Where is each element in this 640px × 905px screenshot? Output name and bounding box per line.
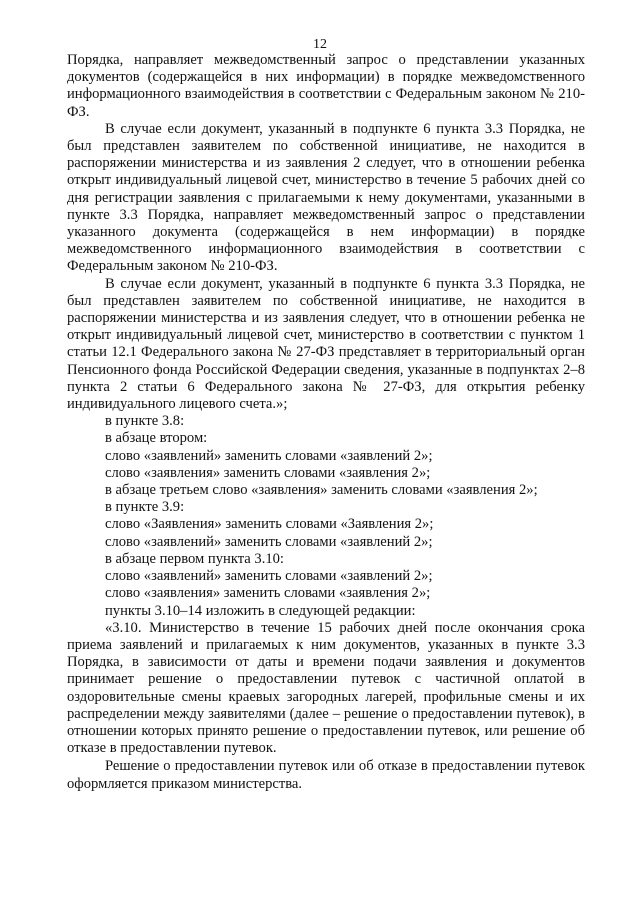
paragraph-clause-3-10: «3.10. Министерство в течение 15 рабочих дней после окончания срока приема заявлений и прилагаемых к ним документов, указанных в пункте 3.3 Порядка, в зависимости от даты и времени подачи заявления и документов принимает решение о предоставлении путевок с частичной оплатой в оздоровительные смены краевых загородных лагерей, профильные смены и их распределении между заявителями (далее – решение о предоставлении путевок), в отношении которых принято решение о предоставлении путевок, или решение об отказе в предоставлении путевок. xyxy=(67,619,585,757)
paragraph-ilc-open: В случае если документ, указанный в подпункте 6 пункта 3.3 Порядка, не был представлен заявителем по собственной инициативе, не находится в распоряжении министерства и из заявления 2 следует, что в отношении ребенка открыт индивидуальный лицевой счет, министерство в течение 5 рабочих дней со дня регистрации заявления с прилагаемыми к нему документами, указанными в пункте 3.3 Порядка, направляет межведомственный запрос о представлении указанного документа (содержащейся в нем информации) в порядке межведомственного информационного взаимодействия в соответствии с Федеральным законом № 210-ФЗ. xyxy=(67,120,585,275)
amendment-item: слово «заявления» заменить словами «заявления 2»; xyxy=(105,464,431,481)
amendment-item: слово «заявления» заменить словами «заявления 2»; xyxy=(105,585,431,602)
amendment-item: в абзаце втором: xyxy=(105,430,208,447)
amendment-item: слово «Заявления» заменить словами «Заявления 2»; xyxy=(105,516,434,533)
page-number: 12 xyxy=(313,37,327,52)
amendment-item: слово «заявлений» заменить словами «заявлений 2»; xyxy=(105,568,433,585)
amendment-item: в пункте 3.8: xyxy=(105,413,185,430)
paragraph-ilc-not-open: В случае если документ, указанный в подпункте 6 пункта 3.3 Порядка, не был представлен заявителем по собственной инициативе, не находится в распоряжении министерства и из заявления следует, что в отношении ребенка не открыт индивидуальный лицевой счет, министерство в соответствии с пунктом 1 статьи 12.1 Федерального закона № 27-ФЗ представляет в территориальный орган Пенсионного фонда Российской Федерации сведения, указанные в подпунктах 2–8 пункта 2 статьи 6 Федерального закона № 27-ФЗ, для открытия ребенку индивидуального лицевого счета.»; xyxy=(67,275,585,413)
document-body xyxy=(67,52,585,793)
amendment-item: в пункте 3.9: xyxy=(105,499,185,516)
amendment-item: слово «заявлений» заменить словами «заявлений 2»; xyxy=(105,533,433,550)
paragraph-continuation: Порядка, направляет межведомственный запрос о представлении указанных документов (содержащейся в них информации) в порядке межведомственного информационного взаимодействия в соответствии с Федеральным законом № 210-ФЗ. xyxy=(67,52,585,120)
amendment-item: в абзаце первом пункта 3.10: xyxy=(105,550,284,567)
amendment-item: слово «заявлений» заменить словами «заявлений 2»; xyxy=(105,447,433,464)
paragraph-decision-order: Решение о предоставлении путевок или об отказе в предоставлении путевок оформляется приказом министерства. xyxy=(67,758,585,792)
amendment-item: в абзаце третьем слово «заявления» заменить словами «заявления 2»; xyxy=(105,482,538,499)
amendment-item: пункты 3.10–14 изложить в следующей редакции: xyxy=(105,602,416,619)
